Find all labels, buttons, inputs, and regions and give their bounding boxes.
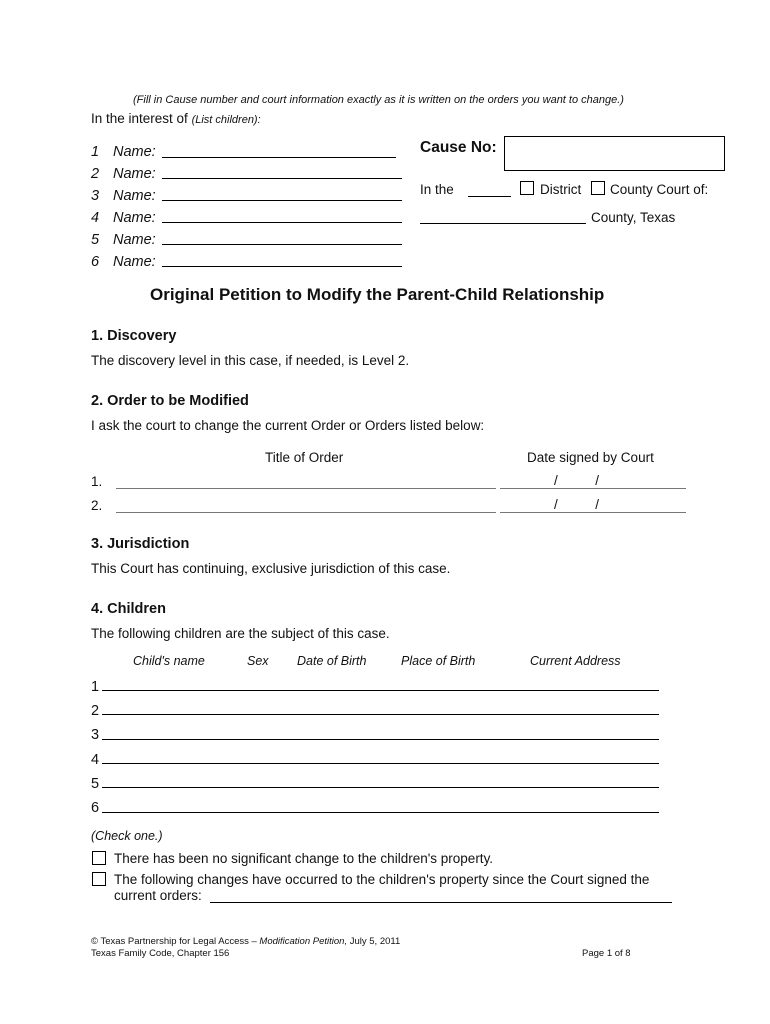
children-heading: 4. Children (91, 601, 166, 617)
court-number-field[interactable] (468, 196, 511, 197)
children-text: The following children are the subject of this case. (91, 626, 390, 641)
page-title: Original Petition to Modify the Parent-Child Relationship (150, 285, 605, 304)
county-texas-label: County, Texas (591, 210, 676, 225)
order-date-field-2[interactable] (500, 512, 686, 513)
district-label: District (540, 182, 582, 197)
col-place-of-birth: Place of Birth (401, 654, 476, 668)
child-row-6-field[interactable] (102, 812, 659, 813)
name-row-3: 3 Name: (91, 188, 156, 204)
children-row-numbers (91, 675, 99, 820)
check-one-note: (Check one.) (91, 829, 163, 843)
child-row-3-field[interactable] (102, 739, 659, 740)
child-row-3-num: 3 (91, 727, 100, 744)
county-court-checkbox[interactable] (591, 181, 605, 195)
county-name-field[interactable] (420, 223, 586, 224)
interest-note: (List children): (191, 114, 261, 126)
in-the-label: In the (420, 182, 454, 197)
no-change-text: There has been no significant change to the children's property. (114, 851, 494, 866)
child-row-5-num: 5 (91, 775, 100, 792)
children-name-list (91, 141, 156, 273)
col-childs-name: Child's name (133, 654, 205, 668)
changes-text: The following changes have occurred to the children's property since the Court signed the (114, 872, 650, 887)
discovery-heading: 1. Discovery (91, 328, 177, 344)
instruction-text: (Fill in Cause number and court information exactly as it is written on the orders you want to change.) (133, 94, 624, 106)
interest-line (91, 111, 261, 126)
name-field-6[interactable] (162, 266, 402, 267)
name-field-3[interactable] (162, 200, 402, 201)
name-row-2: 2 Name: (91, 166, 156, 182)
cause-label: Cause No: (420, 139, 497, 156)
district-checkbox[interactable] (520, 181, 534, 195)
name-row-5: 5 Name: (91, 232, 156, 248)
child-row-4-num: 4 (91, 751, 100, 768)
order-heading: 2. Order to be Modified (91, 393, 249, 409)
child-row-1-field[interactable] (102, 690, 659, 691)
child-row-4-field[interactable] (102, 763, 659, 764)
name-field-1[interactable] (162, 157, 396, 158)
county-court-label: County Court of: (610, 182, 709, 197)
name-field-4[interactable] (162, 222, 402, 223)
order-row-1-num: 1. (91, 474, 103, 489)
child-row-2-field[interactable] (102, 714, 659, 715)
order-text: I ask the court to change the current Order or Orders listed below: (91, 418, 485, 433)
order-title-field-2[interactable] (116, 512, 496, 513)
title-of-order-header: Title of Order (265, 450, 344, 465)
name-row-6: 6 Name: (91, 254, 156, 270)
order-row-2-num: 2. (91, 498, 103, 513)
jurisdiction-heading: 3. Jurisdiction (91, 536, 190, 552)
child-row-5-field[interactable] (102, 787, 659, 788)
footer-code: Texas Family Code, Chapter 156 (91, 948, 230, 959)
name-row-4: 4 Name: (91, 210, 156, 226)
no-change-checkbox[interactable] (92, 851, 106, 865)
child-row-6-num: 6 (91, 800, 100, 817)
current-orders-label: current orders: (114, 888, 202, 903)
jurisdiction-text: This Court has continuing, exclusive jurisdiction of this case. (91, 561, 451, 576)
order-title-field-1[interactable] (116, 488, 496, 489)
name-row-1: 1 Name: (91, 144, 156, 160)
col-sex: Sex (247, 654, 269, 668)
date-signed-header: Date signed by Court (527, 450, 654, 465)
child-row-2-num: 2 (91, 703, 100, 720)
col-date-of-birth: Date of Birth (297, 654, 367, 668)
name-field-2[interactable] (162, 178, 402, 179)
interest-prefix: In the interest of (91, 111, 188, 126)
order-date-slashes-1: / / (554, 473, 600, 488)
discovery-text: The discovery level in this case, if needed, is Level 2. (91, 353, 410, 368)
order-date-field-1[interactable] (500, 488, 686, 489)
col-current-address: Current Address (530, 654, 621, 668)
order-date-slashes-2: / / (554, 497, 600, 512)
changes-checkbox[interactable] (92, 872, 106, 886)
page-number: Page 1 of 8 (582, 948, 631, 959)
child-row-1-num: 1 (91, 679, 100, 695)
changes-description-field[interactable] (210, 902, 672, 903)
name-field-5[interactable] (162, 244, 402, 245)
footer-copyright: © Texas Partnership for Legal Access – Modification Petition, July 5, 2011 (91, 936, 401, 947)
cause-number-input[interactable] (504, 136, 725, 171)
